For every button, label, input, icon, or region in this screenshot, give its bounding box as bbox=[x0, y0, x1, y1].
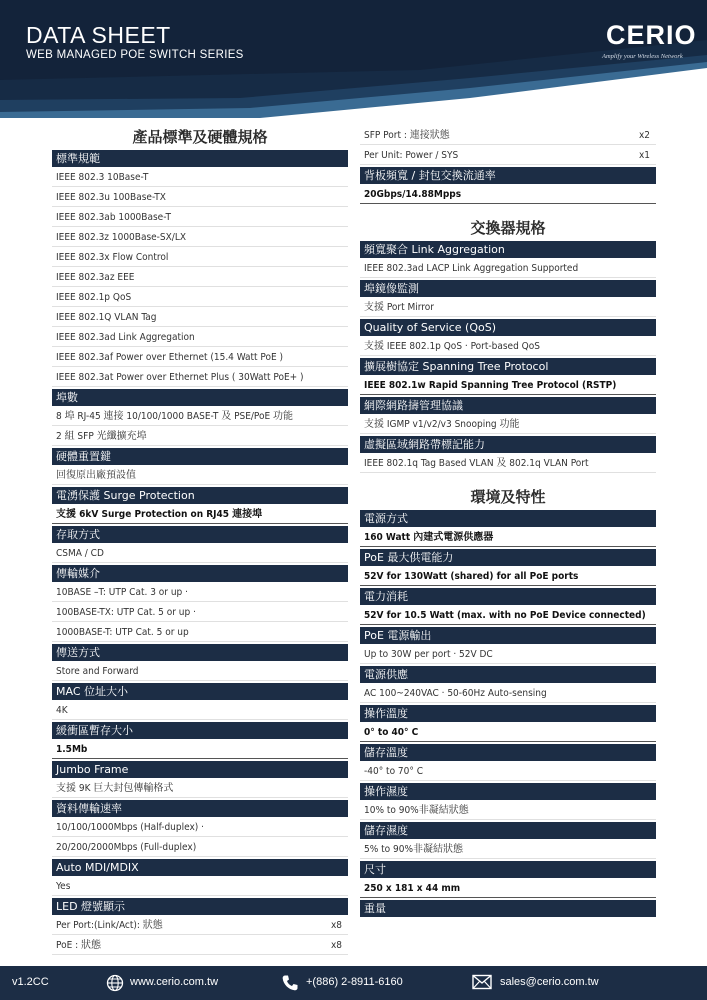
spec-label: 擴展樹協定 Spanning Tree Protocol bbox=[360, 358, 656, 375]
spec-value: IEEE 802.3ab 1000Base-T bbox=[52, 209, 348, 227]
spec-value: IEEE 802.1p QoS bbox=[52, 289, 348, 307]
spec-label: 操作濕度 bbox=[360, 783, 656, 800]
led-row-text: SFP Port : 連接狀態 bbox=[364, 130, 450, 141]
led-row-qty: x1 bbox=[638, 150, 650, 161]
website-link[interactable]: www.cerio.com.tw bbox=[130, 976, 219, 988]
spec-value: IEEE 802.3ad Link Aggregation bbox=[52, 329, 348, 347]
spec-label: MAC 位址大小 bbox=[52, 683, 348, 700]
spec-label: 背板頻寬 / 封包交換流通率 bbox=[360, 167, 656, 184]
spec-value: IEEE 802.1q Tag Based VLAN 及 802.1q VLAN Port bbox=[360, 455, 656, 473]
spec-label: 儲存溫度 bbox=[360, 744, 656, 761]
spec-value: 52V for 130Watt (shared) for all PoE ports bbox=[360, 568, 656, 586]
spec-value: IEEE 802.3x Flow Control bbox=[52, 249, 348, 267]
spec-value-led bbox=[52, 937, 348, 955]
spec-label: 資料傳輸速率 bbox=[52, 800, 348, 817]
mail-icon bbox=[472, 974, 492, 990]
spec-label: 電源方式 bbox=[360, 510, 656, 527]
version-label: v1.2CC bbox=[12, 976, 49, 988]
phone-number: +(886) 2-8911-6160 bbox=[306, 976, 403, 988]
spec-value: 1.5Mb bbox=[52, 741, 348, 759]
spec-value: IEEE 802.3at Power over Ethernet Plus ( 30Watt PoE+ ) bbox=[52, 369, 348, 387]
spec-label: PoE 電源輸出 bbox=[360, 627, 656, 644]
spec-value: 支援 IEEE 802.1p QoS · Port-based QoS bbox=[360, 338, 656, 356]
section-title-environment: 環境及特性 bbox=[470, 488, 546, 506]
spec-label: 網際網路擣管理協議 bbox=[360, 397, 656, 414]
spec-value: Yes bbox=[52, 878, 348, 896]
spec-label: 傳送方式 bbox=[52, 644, 348, 661]
spec-value: IEEE 802.3u 100Base-TX bbox=[52, 189, 348, 207]
spec-label: Jumbo Frame bbox=[52, 761, 348, 778]
spec-label: 尺寸 bbox=[360, 861, 656, 878]
page-footer bbox=[0, 966, 707, 1000]
spec-value: -40° to 70° C bbox=[360, 763, 656, 781]
spec-value: 支援 9K 巨大封包傳輸格式 bbox=[52, 780, 348, 798]
spec-value: 1000BASE-T: UTP Cat. 5 or up bbox=[52, 624, 348, 642]
spec-label: Auto MDI/MDIX bbox=[52, 859, 348, 876]
brand-logo: CERIO bbox=[606, 20, 697, 50]
spec-label: 埠鏡像監測 bbox=[360, 280, 656, 297]
spec-value: 回復原出廠預設值 bbox=[52, 467, 348, 485]
spec-label: 標準規範 bbox=[52, 150, 348, 167]
led-row bbox=[360, 147, 656, 165]
spec-value: Up to 30W per port · 52V DC bbox=[360, 646, 656, 664]
spec-value: 160 Watt 內建式電源供應器 bbox=[360, 529, 656, 547]
spec-value: AC 100~240VAC · 50-60Hz Auto-sensing bbox=[360, 685, 656, 703]
document-subtitle: WEB MANAGED POE SWITCH SERIES bbox=[26, 49, 244, 61]
page-header bbox=[0, 0, 707, 118]
spec-value: 10BASE –T: UTP Cat. 3 or up · bbox=[52, 584, 348, 602]
spec-value: 支援 Port Mirror bbox=[360, 299, 656, 317]
phone-icon bbox=[281, 974, 299, 992]
spec-value: 20/200/2000Mbps (Full-duplex) bbox=[52, 839, 348, 857]
spec-value: 支援 6kV Surge Protection on RJ45 連接埠 bbox=[52, 506, 348, 524]
spec-value: CSMA / CD bbox=[52, 545, 348, 563]
led-row-qty: x2 bbox=[638, 130, 650, 141]
left-column bbox=[52, 127, 348, 957]
spec-value: IEEE 802.1Q VLAN Tag bbox=[52, 309, 348, 327]
spec-label: 電源供應 bbox=[360, 666, 656, 683]
globe-icon bbox=[106, 974, 124, 992]
spec-value: 10% to 90%非凝結狀態 bbox=[360, 802, 656, 820]
spec-value: 250 x 181 x 44 mm bbox=[360, 880, 656, 898]
spec-label: 操作溫度 bbox=[360, 705, 656, 722]
spec-label: 虛擬區域網路帶標記能力 bbox=[360, 436, 656, 453]
spec-value: 20Gbps/14.88Mpps bbox=[360, 186, 656, 204]
section-title-switch: 交換器規格 bbox=[470, 219, 546, 237]
spec-value: IEEE 802.3af Power over Ethernet (15.4 Watt PoE ) bbox=[52, 349, 348, 367]
spec-value: IEEE 802.3az EEE bbox=[52, 269, 348, 287]
led-row-text: PoE : 狀態 bbox=[56, 940, 101, 951]
led-row-text: Per Port:(Link/Act): 狀態 bbox=[56, 920, 163, 931]
spec-value: 5% to 90%非凝結狀態 bbox=[360, 841, 656, 859]
spec-value: 52V for 10.5 Watt (max. with no PoE Device connected) bbox=[360, 607, 656, 625]
spec-value: IEEE 802.3ad LACP Link Aggregation Supported bbox=[360, 260, 656, 278]
spec-value: IEEE 802.3 10Base-T bbox=[52, 169, 348, 187]
right-column bbox=[360, 127, 656, 919]
spec-label: 儲存濕度 bbox=[360, 822, 656, 839]
spec-label: 電湧保護 Surge Protection bbox=[52, 487, 348, 504]
spec-label: 重量 bbox=[360, 900, 656, 917]
led-row-qty: x8 bbox=[330, 940, 342, 951]
spec-label: 緩衝區暫存大小 bbox=[52, 722, 348, 739]
section-title-hardware: 產品標準及硬體規格 bbox=[132, 128, 268, 146]
spec-value: 10/100/1000Mbps (Half-duplex) · bbox=[52, 819, 348, 837]
spec-value: 4K bbox=[52, 702, 348, 720]
spec-value: 2 組 SFP 光纖擴充埠 bbox=[52, 428, 348, 446]
spec-label: 頻寬聚合 Link Aggregation bbox=[360, 241, 656, 258]
brand-tagline: Amplify your Wireless Network bbox=[602, 53, 683, 60]
spec-label: 電力消耗 bbox=[360, 588, 656, 605]
spec-label: LED 燈號顯示 bbox=[52, 898, 348, 915]
spec-value: 0° to 40° C bbox=[360, 724, 656, 742]
spec-value: IEEE 802.3z 1000Base-SX/LX bbox=[52, 229, 348, 247]
spec-label: PoE 最大供電能力 bbox=[360, 549, 656, 566]
spec-value: 支援 IGMP v1/v2/v3 Snooping 功能 bbox=[360, 416, 656, 434]
email-link[interactable]: sales@cerio.com.tw bbox=[500, 976, 599, 988]
led-row bbox=[360, 127, 656, 145]
spec-label: 傳輸媒介 bbox=[52, 565, 348, 582]
spec-label: Quality of Service (QoS) bbox=[360, 319, 656, 336]
spec-value: 100BASE-TX: UTP Cat. 5 or up · bbox=[52, 604, 348, 622]
spec-value: 8 埠 RJ-45 連接 10/100/1000 BASE-T 及 PSE/PoE 功能 bbox=[52, 408, 348, 426]
spec-value-led bbox=[52, 917, 348, 935]
spec-label: 硬體重置鍵 bbox=[52, 448, 348, 465]
spec-value: IEEE 802.1w Rapid Spanning Tree Protocol (RSTP) bbox=[360, 377, 656, 395]
led-row-text: Per Unit: Power / SYS bbox=[364, 150, 459, 161]
spec-label: 埠數 bbox=[52, 389, 348, 406]
document-title: DATA SHEET bbox=[26, 22, 171, 48]
spec-label: 存取方式 bbox=[52, 526, 348, 543]
spec-value: Store and Forward bbox=[52, 663, 348, 681]
led-row-qty: x8 bbox=[330, 920, 342, 931]
